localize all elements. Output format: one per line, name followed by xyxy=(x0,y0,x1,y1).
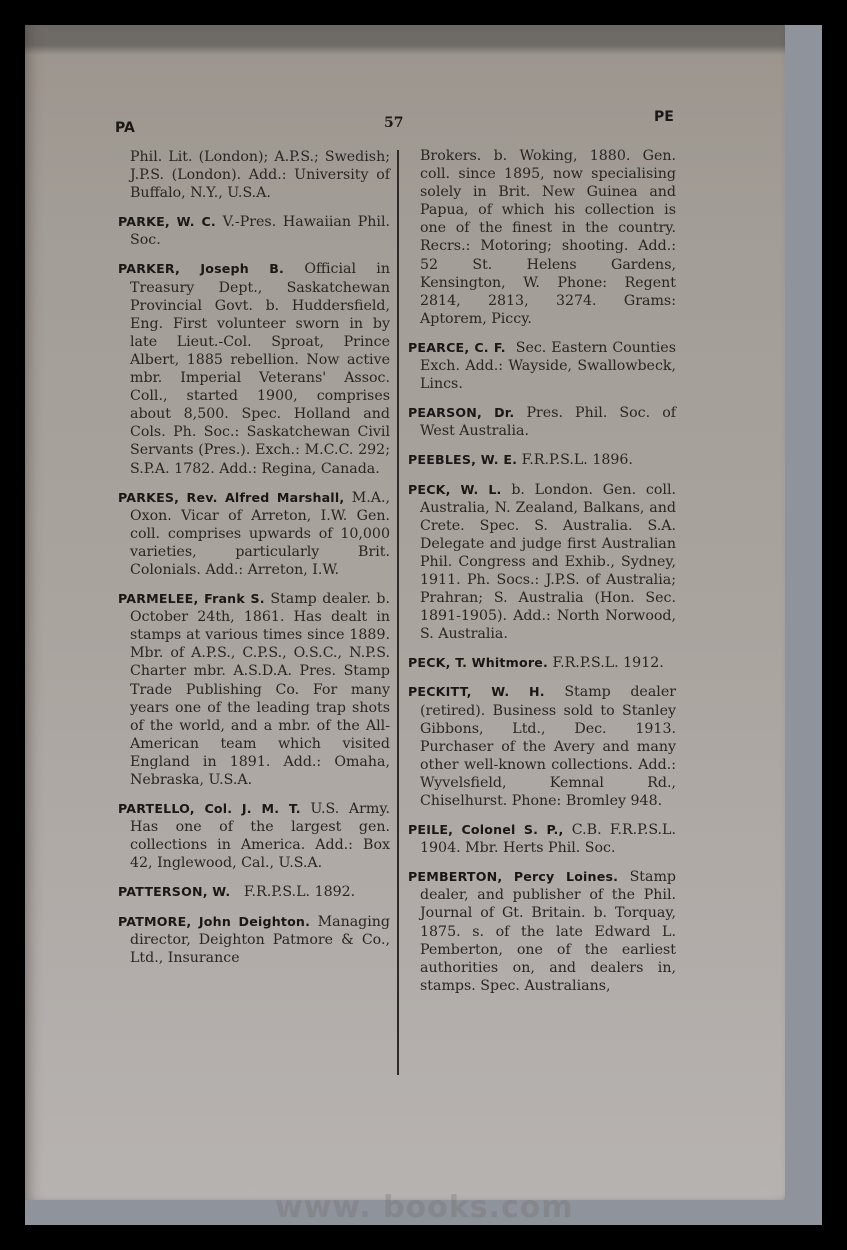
page-number: 57 xyxy=(384,115,404,131)
entry-body: Brokers. b. Woking, 1880. Gen. coll. since 1895, now specialising solely in Brit. New Guinea and Papua, of which his collection is one of the finest in the country. Recrs.: Motoring; shooting. Add.: 52 St. Helens Gardens, Kensington, W. Phone: Regent 2814, 2813, 3274. Grams: Aptorem, Piccy. xyxy=(420,148,676,327)
entry-headword: PEARCE, C. F. xyxy=(408,339,506,355)
entry-body: M.A., Oxon. Vicar of Arreton, I.W. Gen. coll. comprises upwards of 10,000 varieties, particularly Brit. Colonials. Add.: Arreton, I.W. xyxy=(130,489,390,578)
entry-peile xyxy=(408,821,676,857)
entry-pemberton xyxy=(408,868,676,995)
entry-headword: PECKITT, W. H. xyxy=(408,684,545,700)
entry-peck-wl xyxy=(408,481,676,644)
right-column xyxy=(408,147,676,1006)
entry-body: b. London. Gen. coll. Australia, N. Zealand, Balkans, and Crete. Spec. S. Australia. S.A. Delegate and judge first Australian Phil. Congress and Exhib., Sydney, 1911. Ph. Socs.: J.P.S. of Australia; Prahran; S. Australia (Hon. Sec. 1891-1905). Add.: North Norwood, S. Australia. xyxy=(420,481,676,643)
entry-body: Managing director, Deighton Patmore & Co., Ltd., Insurance xyxy=(130,913,390,966)
entry-patterson xyxy=(118,883,390,901)
entry-parker xyxy=(118,260,390,477)
entry-pearson xyxy=(408,404,676,440)
entry-body: F.R.P.S.L. 1912. xyxy=(552,655,664,672)
entry-body: C.B. F.R.P.S.L. 1904. Mbr. Herts Phil. Soc. xyxy=(420,822,676,857)
entry-body: F.R.P.S.L. 1892. xyxy=(243,884,356,901)
entry-body: Phil. Lit. (London); A.P.S.; Swedish; J.P.S. (London). Add.: University of Buffalo, N.Y., U.S.A. xyxy=(130,149,390,202)
running-head-right: PE xyxy=(654,109,674,125)
entry-continuation xyxy=(408,147,676,328)
entry-body: F.R.P.S.L. 1896. xyxy=(521,452,633,469)
entry-patmore xyxy=(118,913,390,967)
entry-headword: PECK, W. L. xyxy=(408,481,502,497)
entry-headword: PARTELLO, Col. J. M. T. xyxy=(118,801,301,817)
entry-body: Stamp dealer, and publisher of the Phil. Journal of Gt. Britain. b. Torquay, 1875. s. of the late Edward L. Pemberton, one of the earliest authorities on, and dealers in, stamps. Spec. Australians, xyxy=(420,869,676,994)
entry-headword: PEMBERTON, Percy Loines. xyxy=(408,869,619,885)
left-column xyxy=(118,148,390,978)
entry-body: U.S. Army. Has one of the largest gen. collections in America. Add.: Box 42, Inglewood, Cal., U.S.A. xyxy=(130,801,390,872)
entry-peckitt xyxy=(408,683,676,810)
entry-headword: PATTERSON, W. xyxy=(118,884,231,900)
entry-body: V.-Pres. Hawaiian Phil. Soc. xyxy=(130,214,390,249)
entry-continuation xyxy=(118,148,390,202)
entry-headword: PARMELEE, Frank S. xyxy=(118,591,265,607)
entry-partello xyxy=(118,800,390,872)
entry-peck-t xyxy=(408,654,676,672)
entry-body: Pres. Phil. Soc. of West Australia. xyxy=(420,405,676,440)
entry-pearce xyxy=(408,339,676,393)
entry-headword: PEEBLES, W. E. xyxy=(408,452,518,468)
entry-parmelee xyxy=(118,590,390,789)
entry-parkes xyxy=(118,489,390,579)
entry-headword: PARKES, Rev. Alfred Marshall, xyxy=(118,489,345,505)
entry-headword: PARKER, Joseph B. xyxy=(118,261,285,277)
running-head-left: PA xyxy=(115,120,135,136)
entry-headword: PECK, T. Whitmore. xyxy=(408,655,548,671)
entry-parke xyxy=(118,213,390,249)
entry-headword: PATMORE, John Deighton. xyxy=(118,913,311,929)
entry-headword: PARKE, W. C. xyxy=(118,214,216,230)
column-divider xyxy=(397,150,399,1075)
entry-headword: PEARSON, Dr. xyxy=(408,405,515,421)
entry-body: Stamp dealer (retired). Business sold to Stanley Gibbons, Ltd., Dec. 1913. Purchaser of the Avery and many other well-known collections. Add.: Wyvelsfield, Kemnal Rd., Chiselhurst. Phone: Bromley 948. xyxy=(420,684,676,809)
watermark: www. books.com xyxy=(275,1190,574,1225)
entry-peebles xyxy=(408,451,676,469)
entry-body: Stamp dealer. b. October 24th, 1861. Has dealt in stamps at various times since 1889. Mbr. of A.P.S., C.P.S., O.S.C., N.P.S. Charter mbr. A.S.D.A. Pres. Stamp Trade Publishing Co. For many years one of the leading trap shots of the world, and a mbr. of the All-American team which visited England in 1891. Add.: Omaha, Nebraska, U.S.A. xyxy=(130,591,390,788)
entry-body: Official in Treasury Dept., Saskatchewan Provincial Govt. b. Huddersfield, Eng. First volunteer sworn in by late Lieut.-Col. Sproat, Prince Albert, 1885 rebellion. Now active mbr. Imperial Veterans' Assoc. Coll., started 1900, comprises about 8,500. Spec. Holland and Cols. Ph. Soc.: Saskatchewan Civil Servants (Pres.). Exch.: M.C.C. 292; S.P.A. 1782. Add.: Regina, Canada. xyxy=(130,261,390,477)
entry-body: Sec. Eastern Counties Exch. Add.: Wayside, Swallowbeck, Lincs. xyxy=(420,339,676,393)
entry-headword: PEILE, Colonel S. P., xyxy=(408,822,564,838)
